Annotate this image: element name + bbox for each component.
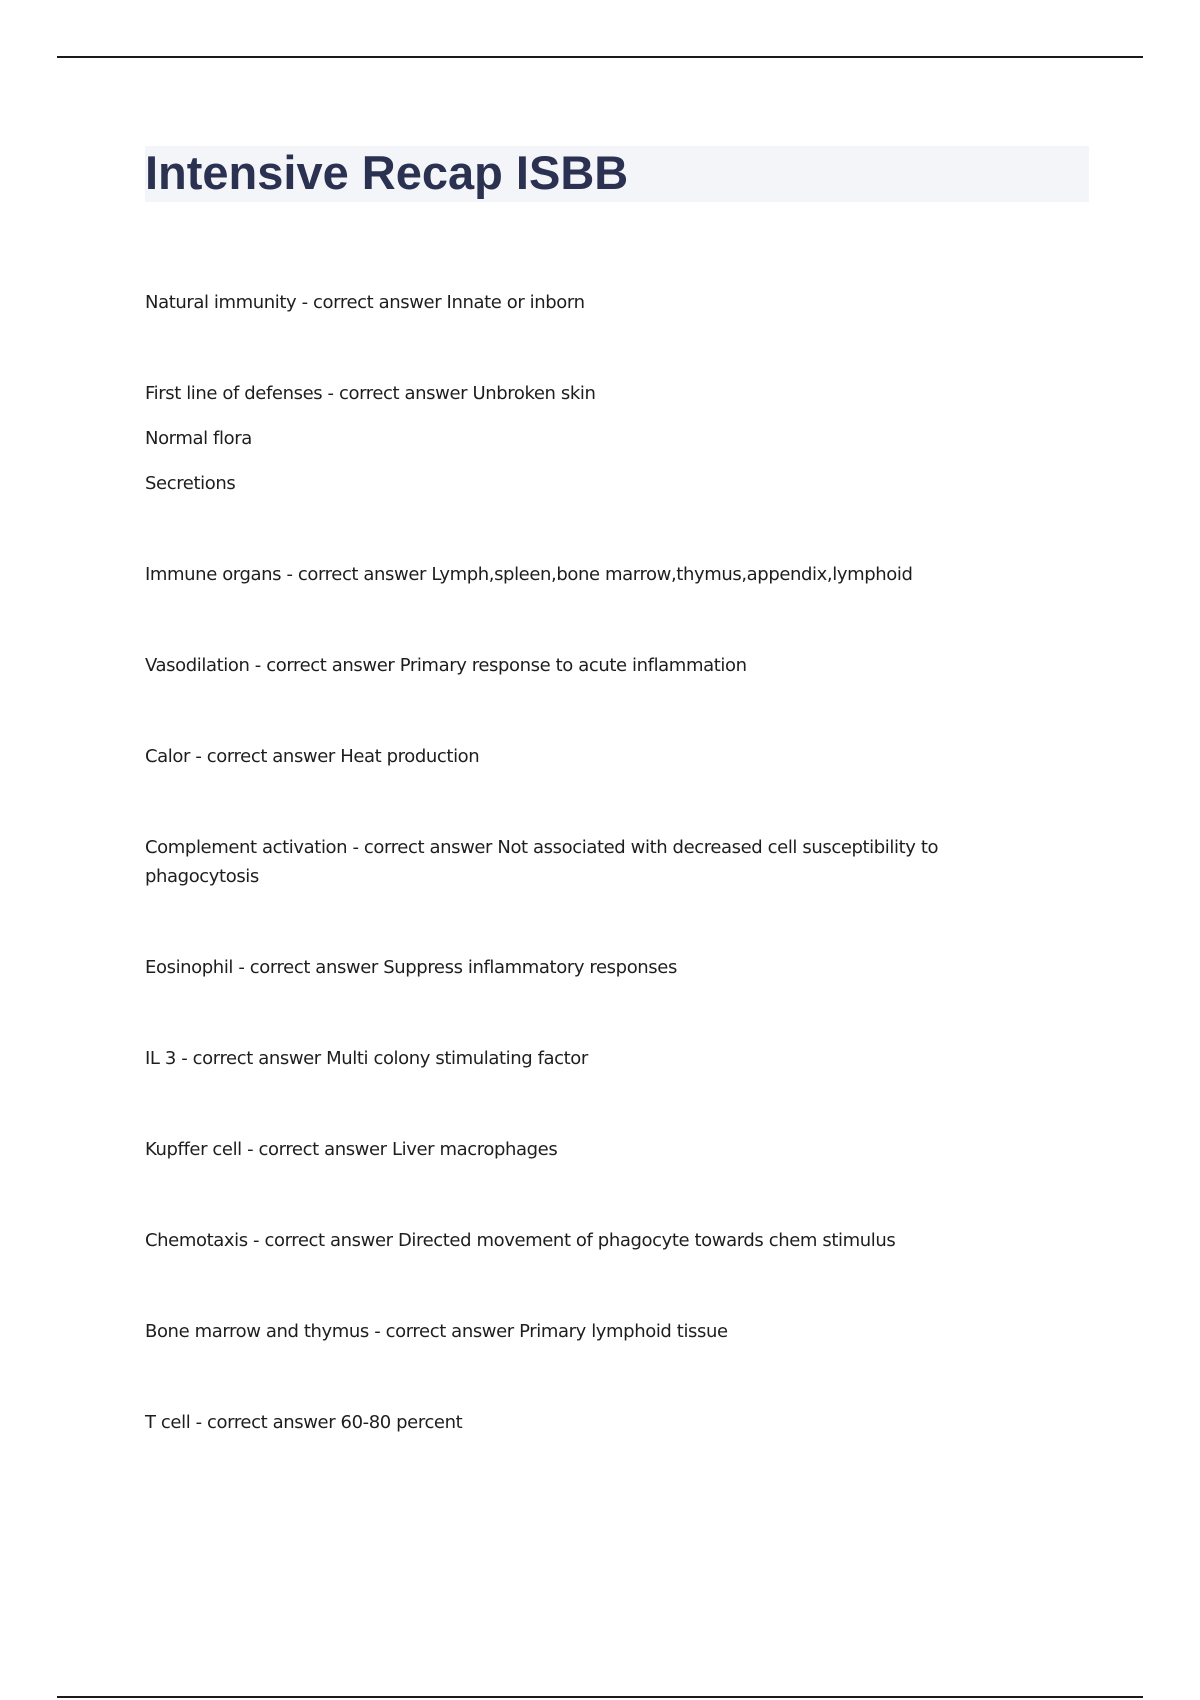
qa-entry [145, 833, 1025, 891]
qa-line: Normal flora [145, 428, 252, 449]
qa-entry [145, 1135, 1025, 1164]
qa-line: Natural immunity - correct answer Innate or inborn [145, 292, 585, 313]
document-title: Intensive Recap ISBB [145, 146, 629, 199]
qa-line: IL 3 - correct answer Multi colony stimulating factor [145, 1048, 588, 1069]
qa-entry [145, 651, 1025, 680]
qa-line: Bone marrow and thymus - correct answer Primary lymphoid tissue [145, 1321, 728, 1342]
qa-line: T cell - correct answer 60-80 percent [145, 1412, 463, 1433]
qa-entry [145, 560, 1025, 589]
qa-line: Chemotaxis - correct answer Directed movement of phagocyte towards chem stimulus [145, 1230, 896, 1251]
qa-entry [145, 953, 1025, 982]
bottom-rule [57, 1696, 1143, 1698]
qa-entry [145, 288, 1025, 317]
qa-entry [145, 742, 1025, 771]
qa-entry [145, 1317, 1025, 1346]
qa-line: First line of defenses - correct answer Unbroken skin [145, 383, 596, 404]
qa-entry [145, 1044, 1025, 1073]
qa-entry [145, 379, 1025, 498]
qa-entry [145, 1226, 1025, 1255]
qa-line: Calor - correct answer Heat production [145, 746, 480, 767]
qa-line: Eosinophil - correct answer Suppress inflammatory responses [145, 957, 677, 978]
qa-entry [145, 1408, 1025, 1437]
qa-line: Secretions [145, 473, 236, 494]
qa-line: Immune organs - correct answer Lymph,spleen,bone marrow,thymus,appendix,lymphoid [145, 564, 913, 585]
qa-line: Complement activation - correct answer Not associated with decreased cell susceptibility to phagocytosis [145, 837, 939, 887]
qa-list [145, 288, 1025, 1499]
qa-line: Kupffer cell - correct answer Liver macrophages [145, 1139, 558, 1160]
top-rule [57, 56, 1143, 58]
qa-line: Vasodilation - correct answer Primary response to acute inflammation [145, 655, 747, 676]
